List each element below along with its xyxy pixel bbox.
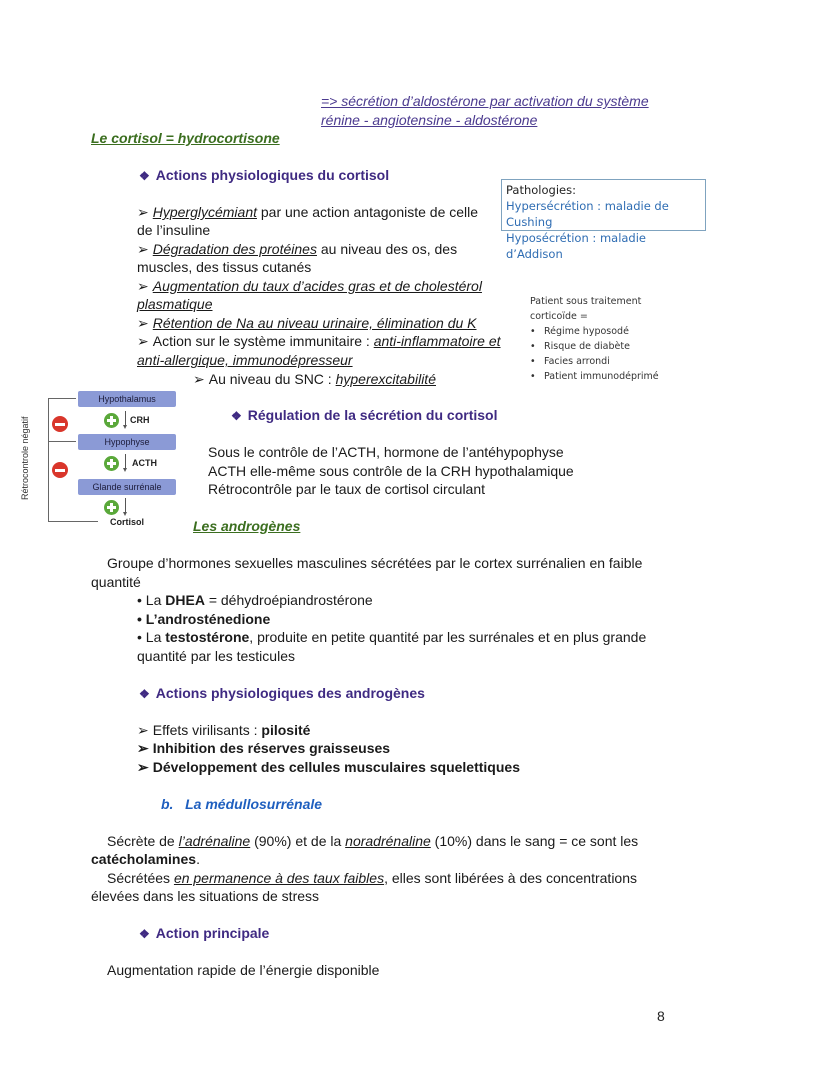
action-item	[137, 332, 501, 350]
action-cont: de l’insuline	[137, 222, 211, 238]
label-acth: ACTH	[132, 458, 157, 468]
medullo-paragraph-2-cont: élevées dans les situations de stress	[91, 888, 320, 904]
plus-icon	[104, 456, 119, 471]
feedback-line-vertical	[48, 398, 49, 522]
em-text: en permanence à des taux faibles	[173, 870, 385, 886]
label-cortisol: Cortisol	[110, 517, 145, 527]
item-bold: DHEA	[165, 592, 205, 608]
action-item	[137, 203, 478, 221]
feedback-label: Rétrocontrole négatif	[20, 416, 30, 500]
feedback-line-mid	[48, 441, 76, 442]
action-text: au niveau des os, des	[316, 241, 458, 257]
text: .	[196, 851, 200, 867]
androgenes-intro-cont: quantité	[91, 574, 141, 590]
arrow-bullet-icon: ➢	[137, 759, 149, 775]
cortisol-title: Le cortisol = hydrocortisone	[91, 130, 280, 146]
androgenes-intro: Groupe d’hormones sexuelles masculines sécrétées par le cortex surrénalien en faible	[107, 555, 643, 571]
aldosterone-link-line2[interactable]: rénine - angiotensine - aldostérone	[321, 112, 538, 128]
androgen-action	[137, 739, 390, 757]
regulation-line: Sous le contrôle de l’ACTH, hormone de l’antéhypophyse	[208, 444, 564, 460]
aldosterone-link-line1[interactable]: => sécrétion d’aldostérone par activation du système	[321, 93, 649, 109]
androgen-item-dhea	[137, 591, 373, 609]
action-cont: anti-allergique, immunodépresseur	[137, 352, 353, 368]
text: Sécrète de	[107, 833, 179, 849]
treatment-title-1: Patient sous traitement	[530, 296, 642, 307]
page-number: 8	[657, 1008, 665, 1024]
plus-icon	[104, 500, 119, 515]
item-text: , produite en petite quantité par les surrénales et en plus grande	[249, 629, 647, 645]
action-text: Effets virilisants :	[152, 722, 262, 738]
treatment-note	[530, 294, 659, 384]
androgen-item-testosterone	[137, 628, 646, 646]
arrow-down-icon	[125, 411, 126, 427]
treatment-title-2: corticoïde =	[530, 311, 588, 322]
medullo-heading: b. La médullosurrénale	[161, 796, 323, 812]
feedback-line-top	[48, 398, 76, 399]
em-noradrenaline: noradrénaline	[345, 833, 431, 849]
action-em: anti-inflammatoire et	[373, 333, 501, 349]
minus-icon	[52, 462, 68, 478]
item-text: • La	[137, 629, 166, 645]
action-em: Dégradation des protéines	[152, 241, 317, 257]
label-crh: CRH	[130, 415, 150, 425]
text: , elles sont libérées à des concentrations	[384, 870, 638, 886]
action-em: Hyperglycémiant	[152, 204, 257, 220]
em-adrenaline: l’adrénaline	[178, 833, 251, 849]
pathologies-title: Pathologies:	[506, 183, 576, 197]
action-item	[137, 314, 477, 332]
action-item	[193, 370, 436, 388]
arrow-bullet-icon: ➢	[193, 371, 205, 387]
arrow-down-icon	[125, 498, 126, 514]
arrow-bullet-icon: ➢	[137, 740, 149, 756]
diamond-bullet-icon: ❖	[139, 687, 150, 701]
androgenes-actions-heading	[139, 684, 425, 703]
action-bold: pilosité	[261, 722, 311, 738]
action-text: Inhibition des réserves graisseuses	[152, 740, 391, 756]
heading-text: Régulation de la sécrétion du cortisol	[247, 407, 498, 423]
action-text: Action sur le système immunitaire :	[152, 333, 374, 349]
text: (10%) dans le sang = ce sont les	[430, 833, 639, 849]
action-text: par une action antagoniste de celle	[257, 204, 479, 220]
text: Sécrétées	[107, 870, 174, 886]
action-em: Rétention de Na au niveau urinaire, élimination du K	[152, 315, 477, 331]
diamond-bullet-icon: ❖	[231, 409, 242, 423]
regulation-line: Rétrocontrôle par le taux de cortisol circulant	[208, 481, 486, 497]
arrow-down-icon	[125, 454, 126, 470]
regulation-line: ACTH elle-même sous contrôle de la CRH hypothalamique	[208, 463, 574, 479]
treatment-item: • Facies arrondi	[530, 354, 659, 369]
action-item	[137, 240, 457, 258]
regulation-heading	[231, 406, 497, 425]
heading-text: Action principale	[155, 925, 270, 941]
action-text: Développement des cellules musculaires squelettiques	[152, 759, 520, 775]
arrow-bullet-icon: ➢	[137, 722, 149, 738]
action-em: Augmentation du taux d’acides gras et de cholestérol	[152, 278, 482, 294]
action-em: hyperexcitabilité	[335, 371, 436, 387]
feedback-line-bottom	[48, 521, 98, 522]
pathology-hypo: Hyposécrétion : maladie d’Addison	[506, 231, 647, 261]
text: (90%) et de la	[250, 833, 346, 849]
item-text: = déhydroépiandrostérone	[204, 592, 373, 608]
treatment-item: • Patient immunodéprimé	[530, 369, 659, 384]
treatment-item: • Risque de diabète	[530, 339, 659, 354]
androgen-action	[137, 758, 520, 776]
diamond-bullet-icon: ❖	[139, 169, 150, 183]
box-hypophyse: Hypophyse	[78, 434, 176, 450]
treatment-item: • Régime hyposodé	[530, 324, 659, 339]
pathologies-box	[501, 179, 706, 261]
diamond-bullet-icon: ❖	[139, 927, 150, 941]
arrow-bullet-icon: ➢	[137, 204, 149, 220]
pathology-hyper: Hypersécrétion : maladie de Cushing	[506, 199, 669, 229]
action-cont: plasmatique	[137, 296, 213, 312]
action-item	[137, 277, 482, 295]
plus-icon	[104, 413, 119, 428]
arrow-bullet-icon: ➢	[137, 241, 149, 257]
arrow-bullet-icon: ➢	[137, 333, 149, 349]
cortisol-actions-heading	[139, 166, 389, 185]
medullo-paragraph-1	[107, 832, 638, 850]
minus-icon	[52, 416, 68, 432]
action-principale-text: Augmentation rapide de l’énergie disponible	[107, 962, 380, 978]
androgen-item-cont: quantité par les testicules	[137, 648, 295, 664]
action-cont: muscles, des tissus cutanés	[137, 259, 312, 275]
box-hypothalamus: Hypothalamus	[78, 391, 176, 407]
androgen-item-androstenedione: • L’androsténedione	[137, 611, 271, 627]
androgen-action	[137, 721, 310, 739]
bold-catecholamines: catécholamines	[91, 851, 197, 867]
action-principale-heading	[139, 924, 269, 943]
action-text: Au niveau du SNC :	[208, 371, 336, 387]
medullo-paragraph-1-cont	[91, 850, 200, 868]
item-bold: testostérone	[165, 629, 250, 645]
treatment-list	[530, 324, 659, 384]
arrow-bullet-icon: ➢	[137, 278, 149, 294]
heading-text: Actions physiologiques des androgènes	[155, 685, 425, 701]
androgenes-title: Les androgènes	[193, 518, 301, 534]
medullo-paragraph-2	[107, 869, 637, 887]
item-text: • La	[137, 592, 166, 608]
arrow-bullet-icon: ➢	[137, 315, 149, 331]
box-glande-surrenale: Glande surrénale	[78, 479, 176, 495]
heading-text: Actions physiologiques du cortisol	[155, 167, 390, 183]
